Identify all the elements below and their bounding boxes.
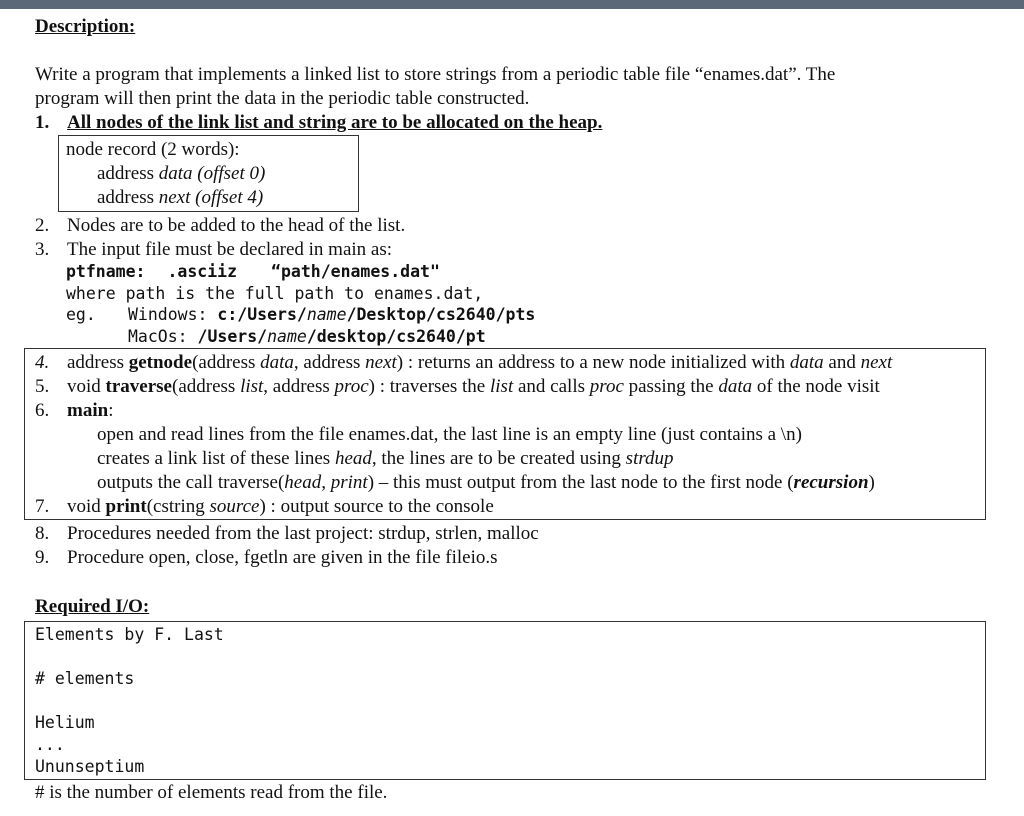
item-2-text: Nodes are to be added to the head of the list. bbox=[67, 215, 406, 236]
code-label: ptfname: bbox=[66, 262, 146, 281]
mac-path-a: /Users/ bbox=[197, 327, 268, 346]
node-record-title: node record (2 words): bbox=[66, 139, 240, 160]
item-3-text: The input file must be declared in main as: bbox=[67, 239, 393, 260]
item-7-t2: (cstring bbox=[146, 496, 210, 517]
item-4-t1: address bbox=[67, 352, 129, 373]
main-step-1: open and read lines from the file enames.dat, the last line is an empty line (just contains a \n) bbox=[97, 424, 802, 445]
code-declaration bbox=[66, 260, 440, 284]
code-mac-path bbox=[128, 325, 486, 349]
item-7-t1: void bbox=[67, 496, 106, 517]
node-field-data-offset: (offset 0) bbox=[192, 163, 266, 184]
node-field-next bbox=[97, 186, 263, 210]
main-step-3-args: head, print bbox=[284, 472, 368, 493]
item-8-number: 8. bbox=[35, 523, 50, 544]
item-2 bbox=[35, 214, 405, 238]
node-field-next-name: next bbox=[158, 187, 191, 208]
intro-line-2: program will then print the data in the periodic table constructed. bbox=[35, 88, 530, 109]
item-4-arg-data: data bbox=[260, 352, 294, 373]
item-5-t5: and calls bbox=[513, 376, 590, 397]
main-step-2-a: creates a link list of these lines bbox=[97, 448, 335, 469]
item-2-number: 2. bbox=[35, 215, 50, 236]
item-9-number: 9. bbox=[35, 547, 50, 568]
item-4-next: next bbox=[860, 352, 893, 373]
item-5-data: data bbox=[718, 376, 753, 397]
main-step-3 bbox=[97, 471, 875, 495]
top-bar bbox=[0, 0, 1024, 9]
code-where: where path is the full path to enames.dat, bbox=[66, 284, 484, 303]
code-string: “path/enames.dat" bbox=[271, 262, 440, 281]
main-name: main bbox=[67, 400, 109, 421]
node-field-data-type: address bbox=[97, 163, 159, 184]
windows-path-b: /Desktop/cs2640/pts bbox=[346, 305, 536, 324]
main-step-3-recursion: recursion bbox=[793, 472, 869, 493]
code-directive: .asciiz bbox=[167, 262, 238, 281]
required-io-heading: Required I/O: bbox=[35, 596, 150, 617]
io-line-ellipsis: ... bbox=[35, 735, 65, 754]
main-step-3-a: outputs the call traverse( bbox=[97, 472, 285, 493]
item-6 bbox=[35, 399, 113, 423]
item-6-colon: : bbox=[108, 400, 114, 421]
node-field-data bbox=[97, 162, 265, 186]
item-7-t3: ) : output source to the console bbox=[259, 496, 494, 517]
item-5-t7: of the node visit bbox=[752, 376, 880, 397]
main-step-2 bbox=[97, 447, 674, 471]
item-3 bbox=[35, 238, 392, 262]
item-8-text: Procedures needed from the last project: strdup, strlen, malloc bbox=[67, 523, 539, 544]
getnode-name: getnode bbox=[128, 352, 193, 373]
item-4-data: data bbox=[789, 352, 824, 373]
node-field-next-type: address bbox=[97, 187, 159, 208]
footnote: # is the number of elements read from the file. bbox=[35, 782, 388, 803]
item-4-number: 4. bbox=[35, 352, 50, 373]
io-line-last: Ununseptium bbox=[35, 757, 145, 776]
node-field-data-name: data bbox=[158, 163, 193, 184]
item-1-text: All nodes of the link list and string are to be allocated on the heap. bbox=[67, 112, 603, 133]
item-7 bbox=[35, 495, 494, 519]
item-4-t5: and bbox=[823, 352, 861, 373]
mac-path-name: name bbox=[267, 327, 307, 346]
item-1 bbox=[35, 111, 602, 135]
main-step-2-strdup: strdup bbox=[625, 448, 674, 469]
code-windows-path bbox=[128, 303, 535, 327]
item-3-number: 3. bbox=[35, 239, 50, 260]
mac-label: MacOs: bbox=[128, 327, 198, 346]
item-4-t4: ) : returns an address to a new node initialized with bbox=[396, 352, 790, 373]
item-9-text: Procedure open, close, fgetln are given in the file fileio.s bbox=[67, 547, 498, 568]
item-5-t3: , address bbox=[263, 376, 335, 397]
node-field-next-offset: (offset 4) bbox=[190, 187, 264, 208]
windows-label: Windows: bbox=[128, 305, 218, 324]
item-7-number: 7. bbox=[35, 496, 50, 517]
item-5-list: list bbox=[490, 376, 514, 397]
main-step-3-c: ) – this must output from the last node to the first node ( bbox=[367, 472, 794, 493]
item-5 bbox=[35, 375, 880, 399]
mac-path-b: /desktop/cs2640/pt bbox=[306, 327, 486, 346]
item-4 bbox=[35, 351, 892, 375]
io-line-count: # elements bbox=[35, 669, 135, 688]
item-1-number: 1. bbox=[35, 112, 50, 133]
main-step-2-c: , the lines are to be created using bbox=[371, 448, 626, 469]
io-line-title: Elements by F. Last bbox=[35, 625, 224, 644]
item-5-t2: (address bbox=[172, 376, 241, 397]
item-5-t1: void bbox=[67, 376, 106, 397]
item-5-t6: passing the bbox=[623, 376, 719, 397]
item-5-arg-list: list bbox=[240, 376, 264, 397]
item-5-arg-proc: proc bbox=[334, 376, 369, 397]
intro-line-1: Write a program that implements a linked list to store strings from a periodic table file “enames.dat”. The bbox=[35, 64, 836, 85]
windows-path-a: c:/Users/ bbox=[217, 305, 307, 324]
item-4-t2: (address bbox=[192, 352, 261, 373]
item-9 bbox=[35, 546, 498, 570]
item-8 bbox=[35, 522, 539, 546]
description-heading: Description: bbox=[35, 16, 136, 37]
traverse-name: traverse bbox=[105, 376, 172, 397]
item-5-number: 5. bbox=[35, 376, 50, 397]
item-5-proc: proc bbox=[589, 376, 624, 397]
windows-path-name: name bbox=[306, 305, 347, 324]
item-6-number: 6. bbox=[35, 400, 50, 421]
main-step-3-e: ) bbox=[868, 472, 875, 493]
code-eg: eg. bbox=[66, 305, 96, 324]
main-step-2-head: head bbox=[334, 448, 372, 469]
item-4-t3: , address bbox=[293, 352, 366, 373]
item-7-arg-source: source bbox=[209, 496, 260, 517]
print-name: print bbox=[105, 496, 147, 517]
item-4-arg-next: next bbox=[365, 352, 397, 373]
io-line-first: Helium bbox=[35, 713, 95, 732]
item-5-t4: ) : traverses the bbox=[368, 376, 490, 397]
